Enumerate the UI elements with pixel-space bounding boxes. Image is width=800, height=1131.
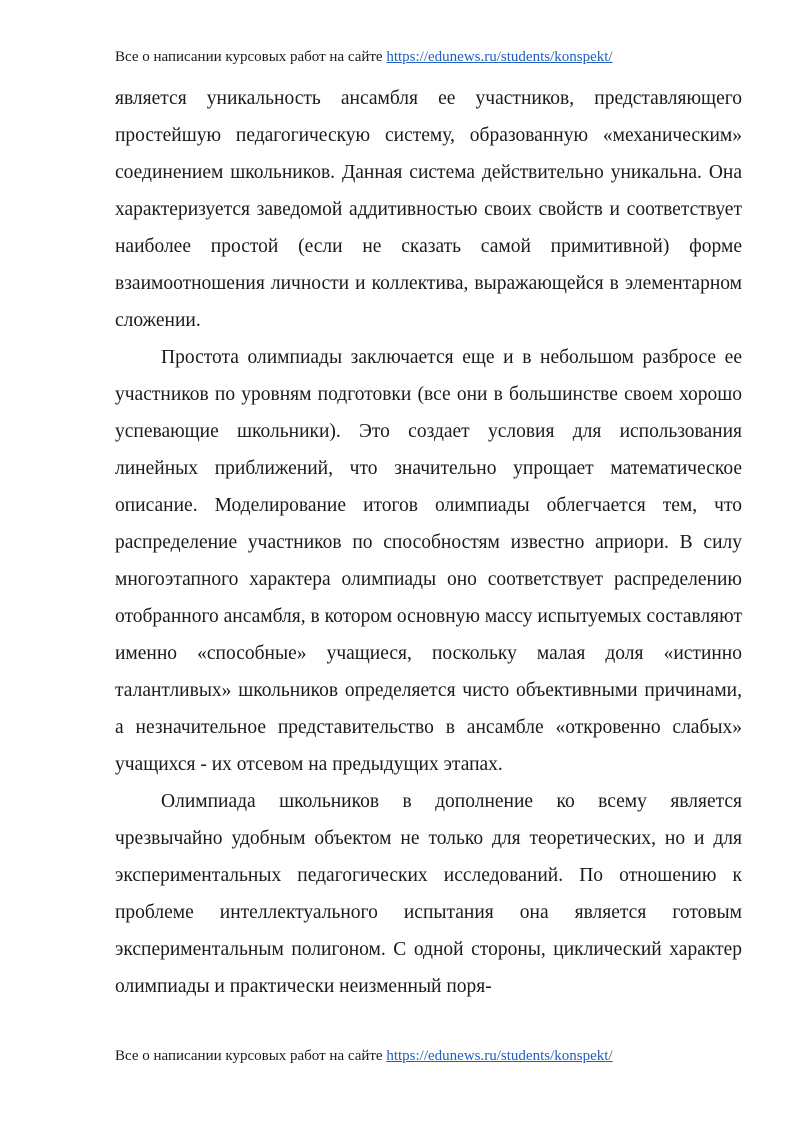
- paragraph-3: Олимпиада школьников в дополнение ко всему является чрезвычайно удобным объектом не только для теоретических, но и для экспериментальных педагогических исследований. По отношению к проблеме интеллектуального испытания она является готовым экспериментальным полигоном. С одной стороны, циклический характер олимпиады и практически неизменный поря-: [115, 791, 742, 997]
- paragraph-1: является уникальность ансамбля ее участников, представляющего простейшую педагогическую систему, образованную «механическим» соединением школьников. Данная система действительно уникальна. Она характеризуется заведомой аддитивностью своих свойств и соответствует наиболее простой (если не сказать самой примитивной) форме взаимоотношения личности и коллектива, выражающейся в элементарном сложении.: [115, 88, 742, 331]
- header-link[interactable]: https://edunews.ru/students/konspekt/: [386, 49, 613, 65]
- page-footer: [115, 1046, 613, 1066]
- footer-text: Все о написании курсовых работ на сайте: [115, 1048, 383, 1064]
- document-body: [115, 80, 742, 1005]
- header-text: Все о написании курсовых работ на сайте: [115, 49, 383, 65]
- page-header: [115, 47, 613, 67]
- paragraph-2: Простота олимпиады заключается еще и в небольшом разбросе ее участников по уровням подготовки (все они в большинстве своем хорошо успевающие школьники). Это создает условия для использования линейных приближений, что значительно упрощает математическое описание. Моделирование итогов олимпиады облегчается тем, что распределение участников по способностям известно априори. В силу многоэтапного характера олимпиады оно соответствует распределению отобранного ансамбля, в котором основную массу испытуемых составляют именно «способные» учащиеся, поскольку малая доля «истинно талантливых» школьников определяется чисто объективными причинами, а незначительное представительство в ансамбле «откровенно слабых» учащихся - их отсевом на предыдущих этапах.: [115, 347, 742, 775]
- footer-link[interactable]: https://edunews.ru/students/konspekt/: [386, 1048, 613, 1064]
